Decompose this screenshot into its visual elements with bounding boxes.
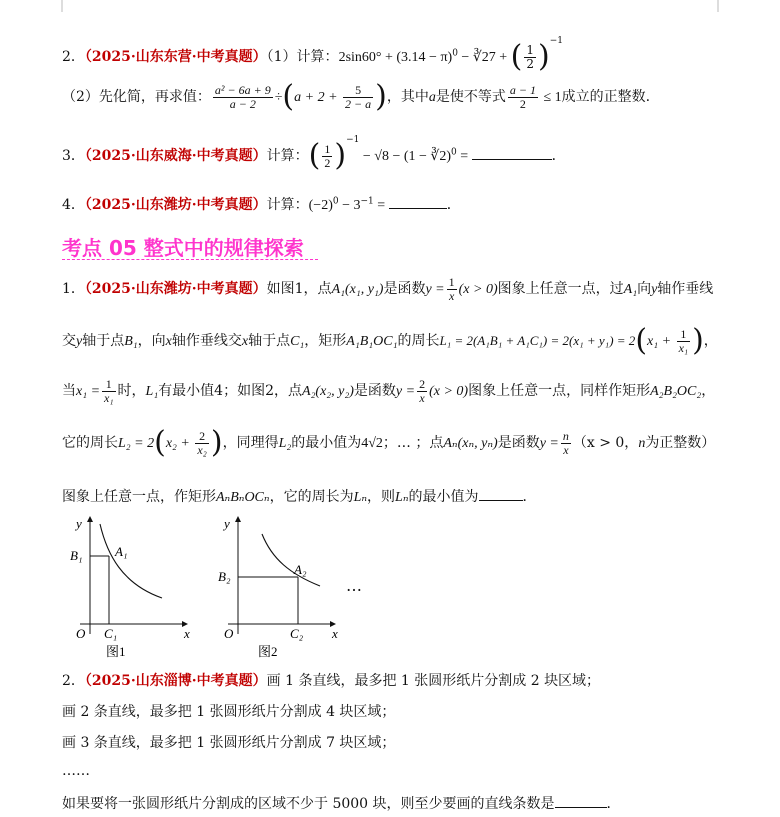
p1-l3a: 当 bbox=[62, 383, 76, 400]
p1-l2a: 交 bbox=[62, 333, 76, 349]
q2-part2: （2）先化简，再求值： $\frac{\text{a² − 6a + 9}}{a - 2}$ ÷(a + 2 + $\frac{5}{2 - a}$ )，其中a是使不等式 $\frac{a - 1}{2}$ ≤ 1成立的正整数. bbox=[62, 79, 651, 114]
p1-line1 bbox=[62, 276, 713, 302]
section-underline bbox=[62, 259, 318, 260]
q3-exp0: 0 bbox=[450, 147, 457, 158]
q3-expr-mid: − √8 − (1 − ∛2) bbox=[359, 149, 451, 164]
fig1-origin-label: O bbox=[76, 626, 86, 641]
p1-l2b: y bbox=[76, 334, 83, 349]
p1-answer-blank[interactable] bbox=[479, 500, 523, 501]
fig1-y-arrow bbox=[87, 516, 93, 522]
p1-l1b: 是函数 bbox=[383, 281, 426, 298]
q3-frac: $\frac{1}{2}$ bbox=[324, 141, 331, 170]
p1-l2j: C₁ bbox=[290, 334, 305, 349]
p1-line2: 交y轴于点B₁，向x轴作垂线交x轴于点C₁，矩形A₁B₁OC₁的周长L₁ = 2(A₁B₁ + A₁C₁) = 2(x₁ + y₁) = 2(x₁ + $\frac{1}{\text{x₁}}$ )， bbox=[62, 323, 718, 358]
q3-number: 3． bbox=[62, 148, 85, 164]
p1-l1f: y bbox=[651, 282, 658, 298]
p2-l1: 画 1 条直线，最多把 1 张圆形纸片分割成 2 块区域； bbox=[266, 673, 601, 689]
fig1-y-label: y bbox=[76, 516, 82, 531]
p1-l2h: x bbox=[241, 334, 249, 349]
p1-l2o: x₁ + bbox=[647, 334, 675, 349]
p1-l3f: A₂(x₂, y₂) bbox=[302, 384, 354, 400]
q4-expr2: − 3 bbox=[338, 198, 361, 213]
q4-eq: = bbox=[373, 198, 389, 213]
fig2-a-label: A₂ bbox=[294, 562, 307, 577]
p2-number: 2． bbox=[62, 673, 85, 689]
p2-line4 bbox=[62, 793, 621, 813]
p1-l2p: ， bbox=[703, 333, 718, 349]
p2-l4: 如果要将一张圆形纸片分割成的区域不少于 5000 块，则至少要画的直线条数是 bbox=[62, 796, 555, 812]
p1-l3d: L₁ bbox=[145, 384, 159, 400]
p1-l4l: （x > 0， bbox=[572, 435, 639, 451]
p1-l5f: Lₙ bbox=[395, 490, 409, 505]
q2-frac3: $\frac{a - 1}{2}$ bbox=[509, 82, 536, 111]
p1-source: （2025·山东潍坊·中考真题） bbox=[84, 281, 267, 298]
q3-source: （2025·山东威海·中考真题） bbox=[84, 148, 267, 164]
p1-l3e: 有最小值4；如图2，点 bbox=[158, 383, 303, 400]
q4-exp0: 0 bbox=[332, 196, 339, 207]
p1-l3c: 时， bbox=[117, 383, 146, 400]
fig1-a-label: A₁ bbox=[115, 544, 128, 559]
p1-l3-frac: $\frac{1}{\text{x₁}}$ bbox=[104, 377, 114, 405]
p1-l3i: (x > 0) bbox=[429, 384, 469, 400]
q4-number: 4． bbox=[62, 197, 85, 213]
q2-exp0: 0 bbox=[452, 48, 458, 59]
fig2-caption: 图2 bbox=[258, 644, 278, 659]
p1-l2l: A₁B₁OC₁ bbox=[346, 334, 398, 349]
p1-l5d: Lₙ bbox=[353, 490, 368, 505]
p1-l4e: L₂ bbox=[278, 436, 292, 451]
q4-answer-blank[interactable] bbox=[389, 208, 447, 209]
p1-l2n: L₁ = 2(A₁B₁ + A₁C₁) = 2(x₁ + y₁) = 2 bbox=[439, 333, 636, 348]
p1-l5e: ，则 bbox=[367, 489, 396, 505]
p1-l3b: x₁ = bbox=[76, 384, 101, 400]
fig1-b-label: B₁ bbox=[70, 548, 83, 563]
p1-l3h: y = bbox=[395, 384, 416, 400]
p1-l1e: 向 bbox=[637, 281, 652, 298]
p1-l5g: 的最小值为 bbox=[408, 489, 479, 505]
q2-source: （2025·山东东营·中考真题） bbox=[84, 49, 267, 65]
q3-exp: −1 bbox=[346, 135, 360, 145]
q4-source: （2025·山东潍坊·中考真题） bbox=[84, 197, 267, 213]
q2-exp-neg1: −1 bbox=[549, 36, 563, 46]
figure-ellipsis: … bbox=[346, 576, 362, 595]
p1-l4-frac2: $\frac{n}{x}$ bbox=[562, 428, 569, 457]
p1-l3j: 图象上任意一点，同样作矩形 bbox=[468, 383, 651, 400]
p1-l3g: 是函数 bbox=[353, 383, 396, 400]
p1-l2f: x bbox=[165, 334, 172, 349]
q3-answer-blank[interactable] bbox=[472, 159, 552, 160]
p1-l4d: ，同理得 bbox=[222, 435, 279, 451]
fig2-x-label: x bbox=[332, 626, 338, 641]
q2-number: 2． bbox=[62, 49, 85, 65]
p1-l1-frac: $\frac{1}{x}$ bbox=[448, 275, 455, 303]
p1-line5 bbox=[62, 486, 537, 506]
fig1-x-label: x bbox=[184, 626, 190, 641]
q2-part1-expr-a: 2sin60° + (3.14 − π) bbox=[338, 50, 453, 65]
q2-leq: ≤ 1 bbox=[539, 90, 562, 105]
p1-l5c: ，它的周长为 bbox=[269, 489, 354, 505]
fig2-y-label: y bbox=[224, 516, 230, 531]
p1-l4n: 为正整数） bbox=[645, 435, 716, 451]
fig1-caption: 图1 bbox=[106, 644, 126, 659]
p1-l2g: 轴作垂线交 bbox=[171, 333, 242, 349]
q4-expr: (−2) bbox=[308, 198, 333, 213]
q2-text-end: 成立的正整数. bbox=[561, 89, 651, 105]
fig2-origin-label: O bbox=[224, 626, 234, 641]
p1-l4g: 4√2 bbox=[361, 436, 383, 451]
fig2-b-label: B₂ bbox=[218, 569, 231, 584]
p1-l4i: Aₙ(xₙ, yₙ) bbox=[443, 436, 498, 451]
q2-part1: 2．（2025·山东东营·中考真题）（1）计算：$2\sin 60^\circ + (3.14 - \pi)^0$ − ∛27 + ( $\frac{1}{2}$ )$^{-1}$ bbox=[62, 36, 563, 74]
q2-frac1: $\frac{\text{a² − 6a + 9}}{a - 2}$ bbox=[214, 82, 271, 111]
figure-1 bbox=[62, 514, 192, 662]
q2-text-cond: 是使不等式 bbox=[435, 89, 506, 105]
p1-l1pt: A₁(x₁, y₁) bbox=[331, 282, 384, 298]
q3-label: 计算： bbox=[266, 148, 309, 164]
p1-l4c: x₂ + bbox=[165, 436, 194, 451]
p1-l3l: ， bbox=[701, 383, 716, 400]
p1-l2i: 轴于点 bbox=[248, 333, 291, 349]
p1-l4f: 的最小值为 bbox=[291, 435, 362, 451]
p1-l5a: 图象上任意一点，作矩形 bbox=[62, 489, 216, 505]
p1-l4j: 是函数 bbox=[497, 435, 540, 451]
p1-l4k: y = bbox=[539, 436, 559, 451]
p1-l4b: L₂ = 2 bbox=[118, 436, 155, 451]
p2-line2: 画 2 条直线，最多把 1 张圆形纸片分割成 4 块区域； bbox=[62, 704, 396, 720]
q3-eq: = bbox=[456, 149, 472, 164]
p1-l2e: ，向 bbox=[137, 333, 166, 349]
p1-l2-frac: $\frac{1}{\text{x₁}}$ bbox=[678, 326, 689, 355]
q2-half-fraction: $\frac{1}{2}$ bbox=[526, 42, 534, 71]
p1-line3 bbox=[62, 378, 715, 404]
p1-l5b: AₙBₙOCₙ bbox=[216, 490, 270, 505]
p1-l1fn: y = bbox=[425, 282, 445, 298]
p1-l3k: A₂B₂OC₂ bbox=[650, 384, 702, 400]
p1-l4-frac: $\frac{2}{\text{x₂}}$ bbox=[197, 428, 207, 457]
p1-l5end: ． bbox=[522, 489, 537, 505]
fig1-c-label: C₁ bbox=[104, 626, 118, 641]
p1-l1a: 如图1，点 bbox=[266, 281, 332, 298]
q2-part1-label: （1）计算： bbox=[266, 49, 339, 65]
q2-frac2: $\frac{5}{2 - a}$ bbox=[345, 82, 372, 111]
q2-part2-label: （2）先化简，再求值： bbox=[62, 89, 211, 105]
p2-source: （2025·山东淄博·中考真题） bbox=[84, 673, 267, 689]
page-corner-marks bbox=[0, 0, 780, 14]
p1-l4m: n bbox=[638, 436, 646, 451]
q2-part1-expr-b: − ∛27 + bbox=[457, 50, 511, 65]
p2-line3: 画 3 条直线，最多把 1 张圆形纸片分割成 7 块区域； bbox=[62, 735, 396, 751]
p1-l2c: 轴于点 bbox=[82, 333, 125, 349]
figure-2 bbox=[210, 514, 340, 662]
q3-end: ． bbox=[551, 148, 566, 164]
fig2-c-label: C₂ bbox=[290, 626, 304, 641]
p1-l1d: A₁ bbox=[623, 282, 638, 298]
p2-answer-blank[interactable] bbox=[555, 807, 607, 808]
p1-l1c: 图象上任意一点，过 bbox=[497, 281, 624, 298]
p1-number: 1． bbox=[62, 281, 85, 298]
p2-end: ． bbox=[606, 796, 621, 812]
p1-l3-frac2: $\frac{2}{x}$ bbox=[419, 377, 426, 405]
p1-l2m: 的周长 bbox=[397, 333, 440, 349]
section-heading: 考点 05 整式中的规律探索 bbox=[62, 236, 304, 260]
q2-var-a: a bbox=[428, 90, 436, 105]
q4-end: ． bbox=[446, 197, 461, 213]
q2-inner: a + 2 + bbox=[294, 90, 342, 105]
q4-expm1: −1 bbox=[360, 196, 374, 207]
p2-dots: …… bbox=[62, 763, 90, 779]
p1-l2k: ，矩形 bbox=[304, 333, 347, 349]
q2-div: ÷ bbox=[274, 90, 283, 105]
p1-l4a: 它的周长 bbox=[62, 435, 118, 451]
p1-l1g: 轴作垂线 bbox=[657, 281, 714, 298]
fig2-curve bbox=[262, 534, 320, 586]
q4-label: 计算： bbox=[266, 197, 309, 213]
q2-text-after: ，其中 bbox=[386, 89, 429, 105]
fig2-y-arrow bbox=[235, 516, 241, 522]
q3: 3．（2025·山东威海·中考真题）计算：( $\frac{1}{2}$ )$^{-1}$ − √8 − (1 − ∛2)$^0$ = ． bbox=[62, 135, 566, 173]
q4 bbox=[62, 194, 461, 214]
p1-l2d: B₁ bbox=[124, 334, 138, 349]
p1-l1dom: (x > 0) bbox=[458, 282, 498, 298]
p1-l4h: ；… ；点 bbox=[382, 435, 444, 451]
p1-line4: 它的周长L₂ = 2(x₂ + $\frac{2}{\text{x₂}}$ )，同理得L₂的最小值为4√2；… ；点Aₙ(xₙ, yₙ)是函数y = $\frac{n}{x}$ （x > 0，n为正整数） bbox=[62, 425, 716, 460]
p2-line1 bbox=[62, 670, 600, 690]
